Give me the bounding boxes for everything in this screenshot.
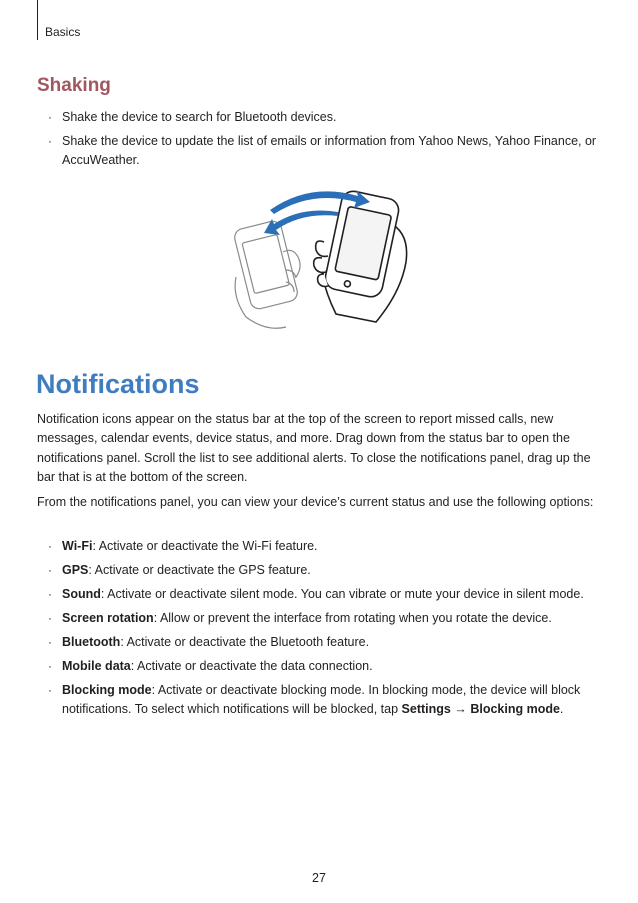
list-item: · Sound: Activate or deactivate silent mode. You can vibrate or mute your device in silent mode. bbox=[48, 585, 598, 604]
bullet-icon: · bbox=[48, 635, 52, 649]
list-item: · GPS: Activate or deactivate the GPS feature. bbox=[48, 561, 598, 580]
notification-options-list bbox=[48, 537, 598, 724]
shaking-heading: Shaking bbox=[37, 75, 111, 96]
list-item: · Shake the device to update the list of emails or information from Yahoo News, Yahoo Finance, or AccuWeather. bbox=[48, 134, 597, 167]
bullet-icon: · bbox=[48, 587, 52, 601]
bullet-icon: · bbox=[48, 539, 52, 553]
bullet-icon: · bbox=[48, 134, 52, 148]
list-item: · Bluetooth: Activate or deactivate the Bluetooth feature. bbox=[48, 633, 598, 652]
list-item: · Screen rotation: Allow or prevent the interface from rotating when you rotate the device. bbox=[48, 609, 598, 628]
bullet-icon: · bbox=[48, 611, 52, 625]
bullet-icon: · bbox=[48, 563, 52, 577]
bullet-icon: · bbox=[48, 683, 52, 697]
bullet-icon: · bbox=[48, 110, 52, 124]
list-item: · Wi-Fi: Activate or deactivate the Wi-Fi feature. bbox=[48, 537, 598, 556]
shake-phone-illustration bbox=[228, 182, 418, 332]
notifications-heading: Notifications bbox=[36, 369, 200, 399]
section-header: Basics bbox=[45, 25, 81, 39]
notifications-intro: Notification icons appear on the status bar at the top of the screen to report missed calls, new messages, calendar events, device status, and more. Drag down from the status bar to open the notifications panel. Scroll the list to see additional alerts. To close the notifications panel, drag up the bar that is at the bottom of the screen. bbox=[37, 412, 591, 485]
bullet-icon: · bbox=[48, 659, 52, 673]
notifications-options-intro: From the notifications panel, you can view your device’s current status and use the following options: bbox=[37, 495, 594, 509]
list-item: · Blocking mode: Activate or deactivate blocking mode. In blocking mode, the device will block notifications. To select which notifications will be blocked, tap Settings → Blocking mode. bbox=[48, 683, 581, 716]
list-item: · Shake the device to search for Bluetooth devices. bbox=[48, 108, 598, 127]
arrow-icon: → bbox=[454, 702, 467, 716]
page-number: 27 bbox=[312, 871, 326, 885]
list-item: · Mobile data: Activate or deactivate the data connection. bbox=[48, 657, 598, 676]
shaking-list bbox=[48, 108, 598, 175]
header-rule bbox=[37, 0, 38, 40]
